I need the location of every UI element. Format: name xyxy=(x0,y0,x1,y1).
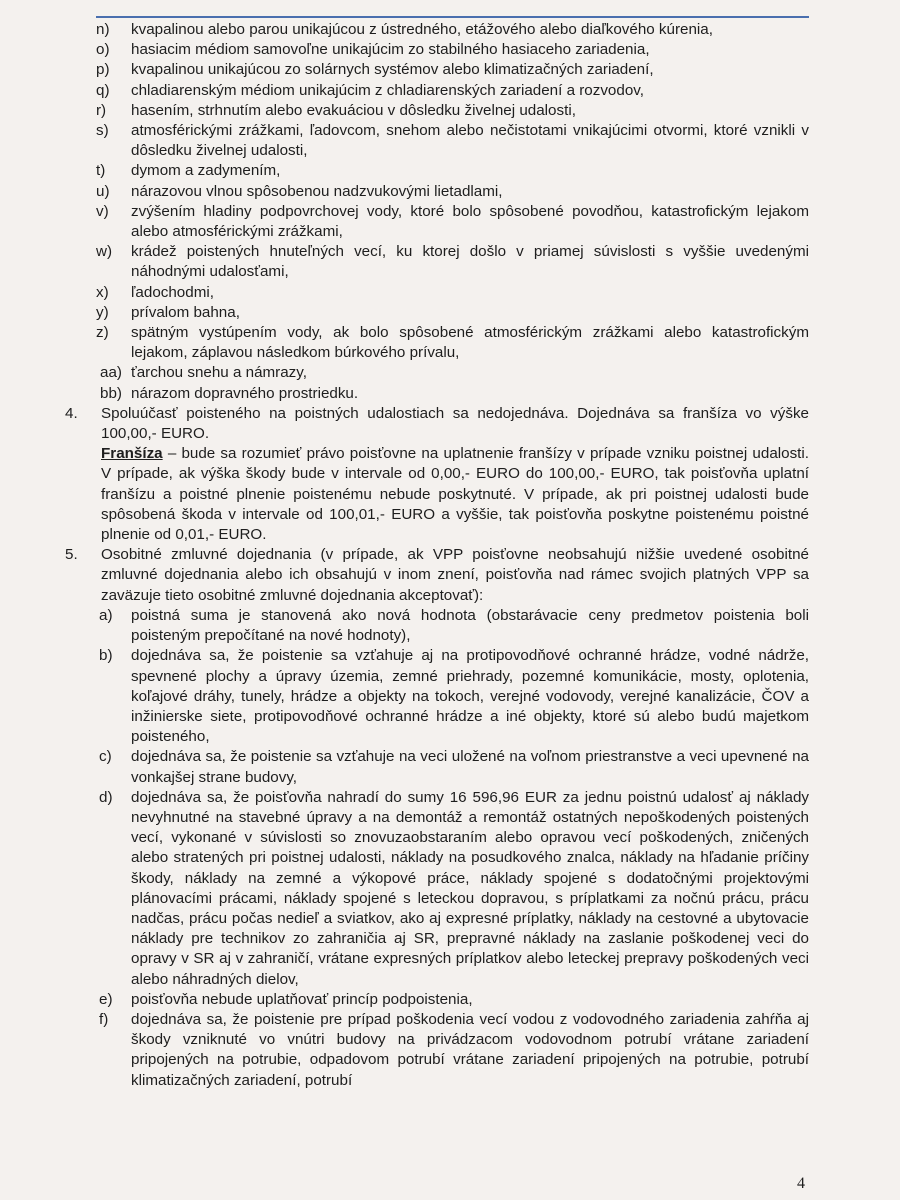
franchise-term: Franšíza xyxy=(101,445,163,463)
list-item xyxy=(0,646,900,747)
item-label: x) xyxy=(96,283,109,301)
list-item xyxy=(0,182,900,202)
item-text: dojednáva sa, že poisťovňa nahradí do sumy 16 596,96 EUR za jednu poistnú udalosť aj náklady nevyhnutné na stavebné úpravy a na demontáž a remontáž ostatných nepoškodených poistených vecí, vykonané v súvislosti so znovuzaobstaraním alebo opravou vecí poškodených, zničených alebo stratených pri poistnej udalosti, náklady na posudkového znalca, náklady na hľadanie príčiny škody, náklady na zemné a výkopové práce, náklady spojené s dodatočnými projektovými plánovacími prácami, náklady spojené s leteckou dopravou, s príplatkami za nočnú prácu, prácu nadčas, prácu počas nedieľ a sviatkov, ako aj expresné príplatky, náklady na cestovné a ubytovacie náklady pre technikov zo zahraničia aj SR, prepravné náklady na zaslanie poškodenej veci do opravy v SR aj v zahraničí, vrátane expresných príplatkov alebo leteckej prepravy poškodených veci alebo náhradných dielov, xyxy=(131,788,809,988)
list-item xyxy=(0,1010,900,1091)
item-text: ťarchou snehu a námrazy, xyxy=(131,364,307,382)
item-label: s) xyxy=(96,122,109,140)
document-page xyxy=(0,20,900,1091)
item-text: hasením, strhnutím alebo evakuáciou v dôsledku živelnej udalosti, xyxy=(131,101,576,119)
list-item xyxy=(0,101,900,121)
section-5 xyxy=(0,545,900,606)
section-text: Osobitné zmluvné dojednania (v prípade, ak VPP poisťovne neobsahujú nižšie uvedené osobitné zmluvné dojednania alebo ich obsahujú v inom znení, poisťovňa nad rámec svojich platných VPP sa zaväzuje tieto osobitné zmluvné dojednania akceptovať): xyxy=(101,546,809,604)
item-text: krádež poistených hnuteľných vecí, ku ktorej došlo v priamej súvislosti s vyššie uvedenými náhodnými udalosťami, xyxy=(131,243,809,281)
item-text: poisťovňa nebude uplatňovať princíp podpoistenia, xyxy=(131,990,473,1008)
section-5-items xyxy=(0,606,900,1091)
item-text: dojednáva sa, že poistenie sa vzťahuje na veci uložené na voľnom priestranstve a veci upevnené na vonkajšej strane budovy, xyxy=(131,748,809,786)
item-text: zvýšením hladiny podpovrchovej vody, ktoré bolo spôsobené povodňou, katastrofickým lejakom alebo atmosférickými zrážkami, xyxy=(131,202,809,241)
item-text: dojednáva sa, že poistenie sa vzťahuje aj na protipovodňové ochranné hrádze, vodné nádrže, spevnené plochy a úpravy územia, zemné priehrady, pozemné komunikácie, mosty, oplotenia, koľajové dráhy, tunely, hrádze a objekty na tokoch, verejné vodovody, verejné kanalizácie, ČOV a inžinierske siete, protipovodňové ochranné hrádze a iné objekty, ktoré sú alebo budú majetkom poisteného, xyxy=(131,647,809,746)
item-label: t) xyxy=(96,162,106,180)
franchise-definition xyxy=(101,444,809,545)
list-item xyxy=(0,384,900,404)
item-text: prívalom bahna, xyxy=(131,303,240,321)
item-label: o) xyxy=(96,41,110,59)
item-text: atmosférickými zrážkami, ľadovcom, snehom alebo nečistotami vnikajúcimi otvormi, ktoré vznikli v dôsledku živelnej udalosti, xyxy=(131,122,809,160)
item-label: n) xyxy=(96,21,110,38)
list-item xyxy=(0,60,900,80)
item-text: poistná suma je stanovená ako nová hodnota (obstarávacie ceny predmetov poistenia boli poisteným prepočítané na nové hodnoty), xyxy=(131,606,809,645)
item-label: d) xyxy=(99,788,113,806)
item-text: dymom a zadymením, xyxy=(131,162,281,180)
item-label: q) xyxy=(96,81,110,99)
item-text: chladiarenským médiom unikajúcim z chladiarenských zariadení a rozvodov, xyxy=(131,81,644,99)
page-number: 4 xyxy=(797,1175,805,1192)
item-label: aa) xyxy=(100,364,122,382)
item-label: r) xyxy=(96,101,107,119)
list-item xyxy=(0,20,900,40)
list-item xyxy=(0,788,900,990)
item-text: kvapalinou unikajúcou zo solárnych systémov alebo klimatizačných zariadení, xyxy=(131,61,654,79)
item-text: hasiacim médiom samovoľne unikajúcim zo stabilného hasiaceho zariadenia, xyxy=(131,41,650,59)
item-label: y) xyxy=(96,303,109,321)
item-text: dojednáva sa, že poistenie pre prípad poškodenia vecí vodou z vodovodného zariadenia zahŕňa aj škody vzniknuté vo vnútri budovy na privádzacom vodovodnom potrubí vrátane zariadení pripojených na potrubie, odpadovom potrubí vrátane zariadení pripojených na potrubie, potrubí klimatizačných zariadení, potrubí xyxy=(131,1010,809,1089)
item-label: c) xyxy=(99,748,112,766)
header-rule xyxy=(96,16,809,18)
section-text: Spoluúčasť poisteného na poistných udalostiach sa nedojednáva. Dojednáva sa franšíza vo výške 100,00,- EURO. xyxy=(101,404,809,443)
section-number: 5. xyxy=(65,546,78,564)
item-label: e) xyxy=(99,990,113,1008)
list-item xyxy=(0,990,900,1010)
list-item xyxy=(0,81,900,101)
item-text: nárazom dopravného prostriedku. xyxy=(131,384,359,402)
list-item xyxy=(0,242,900,282)
list-continued xyxy=(0,20,900,404)
franchise-text: – bude sa rozumieť právo poisťovne na uplatnenie franšízy v prípade vzniku poistnej udalosti. V prípade, ak výška škody bude v intervale od 0,00,- EURO do 100,00,- EURO, tak poisťovňa uplatní franšízu a poistné plnenie poistenému nebude poskytnuté. V prípade, ak pri poistnej udalosti bude spôsobená škoda v intervale od 100,01,- EURO a vyššie, tak poisťovňa poskytne poistenému poistné plnenie od 0,01,- EURO. xyxy=(101,445,809,544)
item-text: ľadochodmi, xyxy=(131,283,214,301)
item-label: z) xyxy=(96,324,109,342)
item-text: spätným vystúpením vody, ak bolo spôsobené atmosférickým zrážkami alebo katastrofickým lejakom, záplavou následkom búrkového prívalu, xyxy=(131,324,809,362)
item-label: p) xyxy=(96,61,110,79)
list-item xyxy=(0,40,900,60)
item-label: b) xyxy=(99,647,113,665)
list-item xyxy=(0,303,900,323)
list-item xyxy=(0,161,900,181)
item-label: bb) xyxy=(100,384,122,402)
item-label: a) xyxy=(99,606,113,624)
list-item xyxy=(0,283,900,303)
section-4 xyxy=(0,404,900,444)
item-label: v) xyxy=(96,202,109,220)
item-label: w) xyxy=(96,243,113,261)
item-text: kvapalinou alebo parou unikajúcou z ústredného, etážového alebo diaľkového kúrenia, xyxy=(131,21,713,38)
list-item xyxy=(0,606,900,646)
list-item xyxy=(0,121,900,161)
item-label: u) xyxy=(96,182,110,200)
section-number: 4. xyxy=(65,404,78,422)
list-item xyxy=(0,747,900,787)
item-label: f) xyxy=(99,1010,109,1028)
item-text: nárazovou vlnou spôsobenou nadzvukovými lietadlami, xyxy=(131,182,503,200)
list-item xyxy=(0,202,900,242)
list-item xyxy=(0,323,900,363)
list-item xyxy=(0,363,900,383)
